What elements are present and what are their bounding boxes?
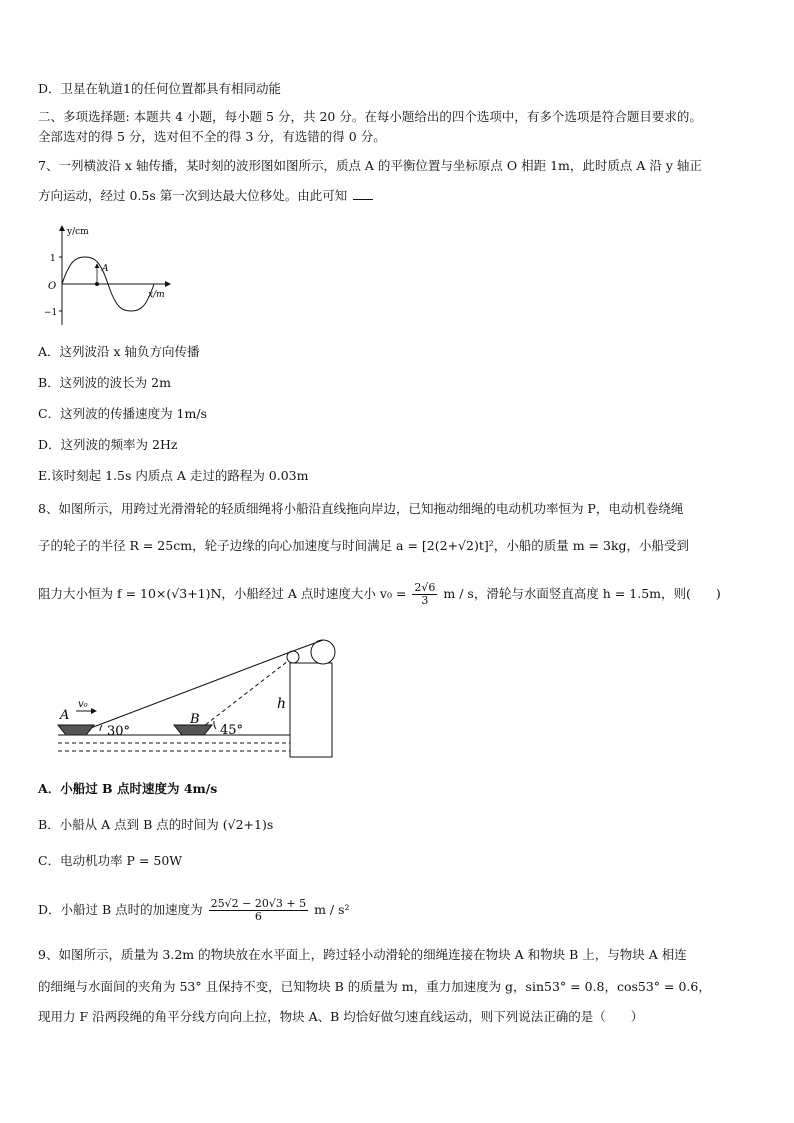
q9-stem-line2: 的细绳与水面间的夹角为 53° 且保持不变，已知物块 B 的质量为 m，重力加速度为 g，sin53° = 0.8，cos53° = 0.6， bbox=[38, 979, 711, 994]
q7-wave-graph bbox=[40, 220, 180, 330]
q7-stem-text: 方向运动，经过 0.5s 第一次到达最大位移处。由此可知 bbox=[38, 188, 348, 203]
angle-45: 45° bbox=[220, 723, 244, 738]
label-b: B bbox=[190, 712, 200, 727]
angle-30: 30° bbox=[107, 724, 131, 739]
q7-option-a: A．这列波沿 x 轴负方向传播 bbox=[38, 344, 200, 359]
q8-option-d bbox=[38, 898, 350, 923]
prev-option-d: D．卫星在轨道1的任何位置都具有相同动能 bbox=[38, 81, 281, 96]
accel-fraction bbox=[209, 898, 308, 923]
q8-boat-figure bbox=[50, 635, 350, 760]
point-a-label: A bbox=[102, 264, 109, 274]
q8-option-a: A．小船过 B 点时速度为 4m/s bbox=[38, 781, 218, 796]
x-axis-label: x/m bbox=[148, 290, 165, 300]
q7-option-b: B．这列波的波长为 2m bbox=[38, 375, 171, 390]
q8-stem-line1: 8、如图所示，用跨过光滑滑轮的轻质细绳将小船沿直线拖向岸边，已知拖动细绳的电动机功率恒为 P，电动机卷绕绳 bbox=[38, 501, 684, 516]
q7-option-d: D．这列波的频率为 2Hz bbox=[38, 437, 178, 452]
q8-line3-part1: 阻力大小恒为 f = 10×(√3+1)N，小船经过 A 点时速度大小 v₀ = bbox=[38, 586, 407, 601]
label-a: A bbox=[60, 708, 70, 723]
q8-line3-part2: m / s，滑轮与水面竖直高度 h = 1.5m，则( ) bbox=[443, 586, 721, 601]
accel-denominator: 6 bbox=[254, 910, 262, 923]
label-v0: v₀ bbox=[78, 699, 88, 710]
section2-heading: 二、多项选择题: 本题共 4 小题，每小题 5 分，共 20 分。在每小题给出的四个选项中，有多个选项是符合题目要求的。 bbox=[38, 109, 702, 124]
q8-stem-line2: 子的轮子的半径 R = 25cm，轮子边缘的向心加速度与时间满足 a = [2(2+√2)t]²，小船的质量 m = 3kg，小船受到 bbox=[38, 538, 690, 553]
q8-option-c: C．电动机功率 P = 50W bbox=[38, 853, 183, 868]
q8-option-d-pre: D．小船过 B 点时的加速度为 bbox=[38, 902, 203, 917]
y-tick-pos: 1 bbox=[50, 254, 56, 264]
accel-numerator: 25√2 − 20√3 + 5 bbox=[210, 897, 307, 910]
section2-scoring: 全部选对的得 5 分，选对但不全的得 3 分，有选错的得 0 分。 bbox=[38, 129, 386, 144]
q9-stem-line1: 9、如图所示，质量为 3.2m 的物块放在水平面上，跨过轻小动滑轮的细绳连接在物块 A 和物块 B 上，与物块 A 相连 bbox=[38, 947, 687, 962]
origin-label: O bbox=[48, 281, 57, 292]
y-tick-neg: −1 bbox=[44, 308, 58, 318]
q9-stem-line3: 现用力 F 沿两段绳的角平分线方向向上拉，物块 A、B 均恰好做匀速直线运动，则下列说法正确的是（ ） bbox=[38, 1009, 644, 1024]
label-h: h bbox=[277, 696, 287, 712]
v0-denominator: 3 bbox=[421, 594, 429, 607]
q8-stem-line3 bbox=[38, 582, 721, 607]
q7-stem-line2 bbox=[38, 187, 373, 205]
q7-stem-line1: 7、一列横波沿 x 轴传播，某时刻的波形图如图所示，质点 A 的平衡位置与坐标原点 O 相距 1m，此时质点 A 沿 y 轴正 bbox=[38, 158, 702, 173]
q8-option-d-unit: m / s² bbox=[314, 902, 350, 917]
y-axis-label: y/cm bbox=[67, 227, 89, 237]
v0-numerator: 2√6 bbox=[414, 581, 436, 594]
answer-blank bbox=[353, 187, 373, 200]
q8-option-b: B．小船从 A 点到 B 点的时间为 (√2+1)s bbox=[38, 817, 274, 832]
q7-option-e: E.该时刻起 1.5s 内质点 A 走过的路程为 0.03m bbox=[38, 468, 309, 483]
q7-option-c: C．这列波的传播速度为 1m/s bbox=[38, 406, 207, 421]
v0-fraction bbox=[412, 582, 437, 607]
